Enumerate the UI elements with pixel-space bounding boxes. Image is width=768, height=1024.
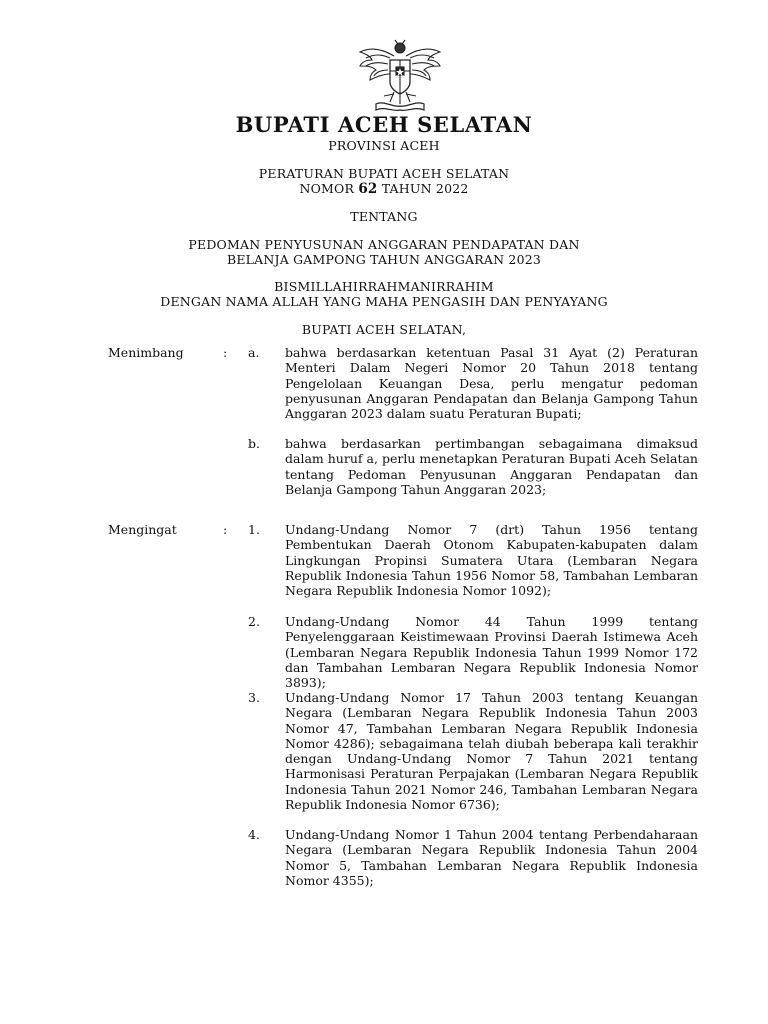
mengingat-mark-1: 1. <box>248 522 260 537</box>
regulation-year: TAHUN 2022 <box>381 181 469 196</box>
garuda-emblem-icon <box>354 38 446 114</box>
tentang-heading: TENTANG <box>350 209 418 224</box>
menimbang-mark-a: a. <box>248 345 260 360</box>
province-name: PROVINSI ACEH <box>328 138 440 153</box>
regulation-number: 62 <box>358 181 378 197</box>
subject-line-2: BELANJA GAMPONG TAHUN ANGGARAN 2023 <box>226 252 542 267</box>
mengingat-label: Mengingat <box>108 522 177 537</box>
mengingat-item-4: Undang-Undang Nomor 1 Tahun 2004 tentang Perbendaharaan Negara (Lembaran Negara Republik Indonesia Tahun 2004 Nomor 5, Tambahan Lembaran Negara Republik Indonesia Nomor 4355); <box>285 827 698 888</box>
mengingat-colon: : <box>223 522 228 537</box>
mengingat-item-1: Undang-Undang Nomor 7 (drt) Tahun 1956 tentang Pembentukan Daerah Otonom Kabupaten-kabupaten dalam Lingkungan Propinsi Sumatera Utara (Lembaran Negara Republik Indonesia Tahun 1956 Nomor 58, Tambahan Lembaran Negara Republik Indonesia Nomor 1092); <box>285 522 698 599</box>
menimbang-item-a: bahwa berdasarkan ketentuan Pasal 31 Ayat (2) Peraturan Menteri Dalam Negeri Nomor 20 Tahun 2018 tentang Pengelolaan Keuangan Desa, perlu mengatur pedoman penyusunan Anggaran Pendapatan dan Belanja Gampong Tahun Anggaran 2023 dalam suatu Peraturan Bupati; <box>285 345 698 422</box>
menimbang-label: Menimbang <box>108 345 184 360</box>
regulation-number-line <box>0 181 768 197</box>
regulation-title: PERATURAN BUPATI ACEH SELATAN <box>258 166 510 181</box>
mengingat-item-2: Undang-Undang Nomor 44 Tahun 1999 tentang Penyelenggaraan Keistimewaan Provinsi Daerah Istimewa Aceh (Lembaran Negara Republik Indonesia Tahun 1999 Nomor 172 dan Tambahan Lembaran Negara Republik Indonesia Nomor 3893); <box>285 614 698 691</box>
menimbang-item-b: bahwa berdasarkan pertimbangan sebagaimana dimaksud dalam huruf a, perlu menetapkan Peraturan Bupati Aceh Selatan tentang Pedoman Penyusunan Anggaran Pendapatan dan Belanja Gampong Tahun Anggaran 2023; <box>285 436 698 497</box>
mengingat-mark-2: 2. <box>248 614 260 629</box>
bupati-heading: BUPATI ACEH SELATAN, <box>301 322 467 337</box>
document-title: BUPATI ACEH SELATAN <box>235 112 533 137</box>
subject-line-1: PEDOMAN PENYUSUNAN ANGGARAN PENDAPATAN DAN <box>188 237 580 252</box>
mengingat-item-3: Undang-Undang Nomor 17 Tahun 2003 tentang Keuangan Negara (Lembaran Negara Republik Indonesia Tahun 2003 Nomor 47, Tambahan Lembaran Negara Republik Indonesia Nomor 4286); sebagaimana telah diubah beberapa kali terakhir dengan Undang-Undang Nomor 7 Tahun 2021 tentang Harmonisasi Peraturan Perpajakan (Lembaran Negara Republik Indonesia Tahun 2021 Nomor 246, Tambahan Lembaran Negara Republik Indonesia Nomor 6736); <box>285 690 698 813</box>
dengan-nama-line: DENGAN NAMA ALLAH YANG MAHA PENGASIH DAN PENYAYANG <box>160 294 608 309</box>
mengingat-mark-4: 4. <box>248 827 260 842</box>
mengingat-mark-3: 3. <box>248 690 260 705</box>
menimbang-colon: : <box>223 345 228 360</box>
bismillah-line: BISMILLAHIRRAHMANIRRAHIM <box>274 279 494 294</box>
menimbang-mark-b: b. <box>248 436 260 451</box>
number-prefix: NOMOR <box>299 181 355 196</box>
